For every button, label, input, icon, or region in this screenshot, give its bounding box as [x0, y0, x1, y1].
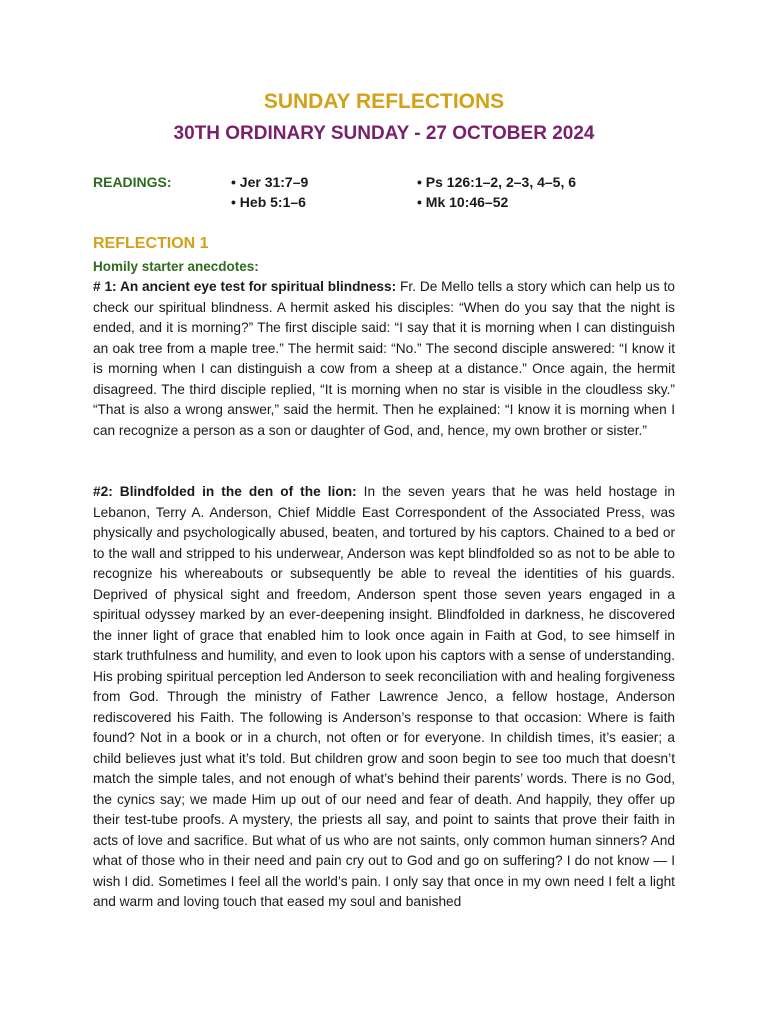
reflection-subheading: Homily starter anecdotes: — [93, 259, 259, 274]
readings-block — [93, 172, 683, 216]
anecdote-2-paragraph — [93, 482, 675, 913]
anecdote-1-text: Fr. De Mello tells a story which can help us to check our spiritual blindness. A hermit asked his disciples: “When do you say that the night is ended, and it is morning?” The first disciple said: “I say that it is morning when I can distinguish an oak tree from a maple tree.” The hermit said: “No.” The second disciple answered: “I know it is morning when I can distinguish a cow from a sheep at a distance.” Once again, the hermit disagreed. The third disciple replied, “It is morning when no star is visible in the cloudless sky.” “That is also a wrong answer,” said the hermit. Then he explained: “I know it is morning when I can recognize a person as a son or daughter of God, and, hence, my own brother or sister.” — [93, 279, 675, 438]
page-subtitle: 30TH ORDINARY SUNDAY - 27 OCTOBER 2024 — [173, 123, 595, 144]
reflection-heading: REFLECTION 1 — [93, 235, 209, 252]
anecdote-2-lead: #2: Blindfolded in the den of the lion: — [93, 484, 357, 499]
readings-label: READINGS: — [93, 174, 172, 190]
page-title: SUNDAY REFLECTIONS — [263, 90, 505, 113]
anecdote-2-text: In the seven years that he was held hostage in Lebanon, Terry A. Anderson, Chief Middle East Correspondent of the Associated Press, was physically and psychologically abused, beaten, and tortured by his captors. Chained to a bed or to the wall and stripped to his underwear, Anderson was kept blindfolded so as not to be able to recognize his whereabouts or subsequently be able to reveal the identities of his guards. Deprived of physical sight and freedom, Anderson spent those seven years engaged in a spiritual odyssey marked by an ever-deepening insight. Blindfolded in darkness, he discovered the inner light of grace that enabled him to look once again in Faith at God, to see himself in stark truthfulness and humility, and even to look upon his captors with a sense of understanding. His probing spiritual perception led Anderson to seek reconciliation with and healing forgiveness from God. Through the ministry of Father Lawrence Jenco, a fellow hostage, Anderson rediscovered his Faith. The following is Anderson’s response to that occasion: Where is faith found? Not in a book or in a church, not often or for everyone. In childish times, it’s easier; a child believes just what it’s told. But children grow and soon begin to see too much that doesn’t match the simple tales, and not enough of what’s behind their parents’ words. There is no God, the cynics say; we made Him up out of our need and fear of death. And happily, they offer up their test-tube proofs. A mystery, the priests all say, and point to saints that prove their faith in acts of love and sacrifice. But what of us who are not saints, only common human sinners? And what of those who in their need and pain cry out to God and go on suffering? I do not know — I wish I did. Sometimes I feel all the world’s pain. I only say that once in my own need I felt a light and warm and loving touch that eased my soul and banished — [93, 484, 675, 909]
reading-item: • Jer 31:7–9 — [231, 174, 309, 190]
reading-item: • Ps 126:1–2, 2–3, 4–5, 6 — [417, 174, 577, 190]
reading-item: • Mk 10:46–52 — [417, 194, 509, 210]
anecdote-1-paragraph — [93, 277, 675, 441]
reading-item: • Heb 5:1–6 — [231, 194, 306, 210]
anecdote-1-lead: # 1: An ancient eye test for spiritual blindness: — [93, 279, 397, 294]
